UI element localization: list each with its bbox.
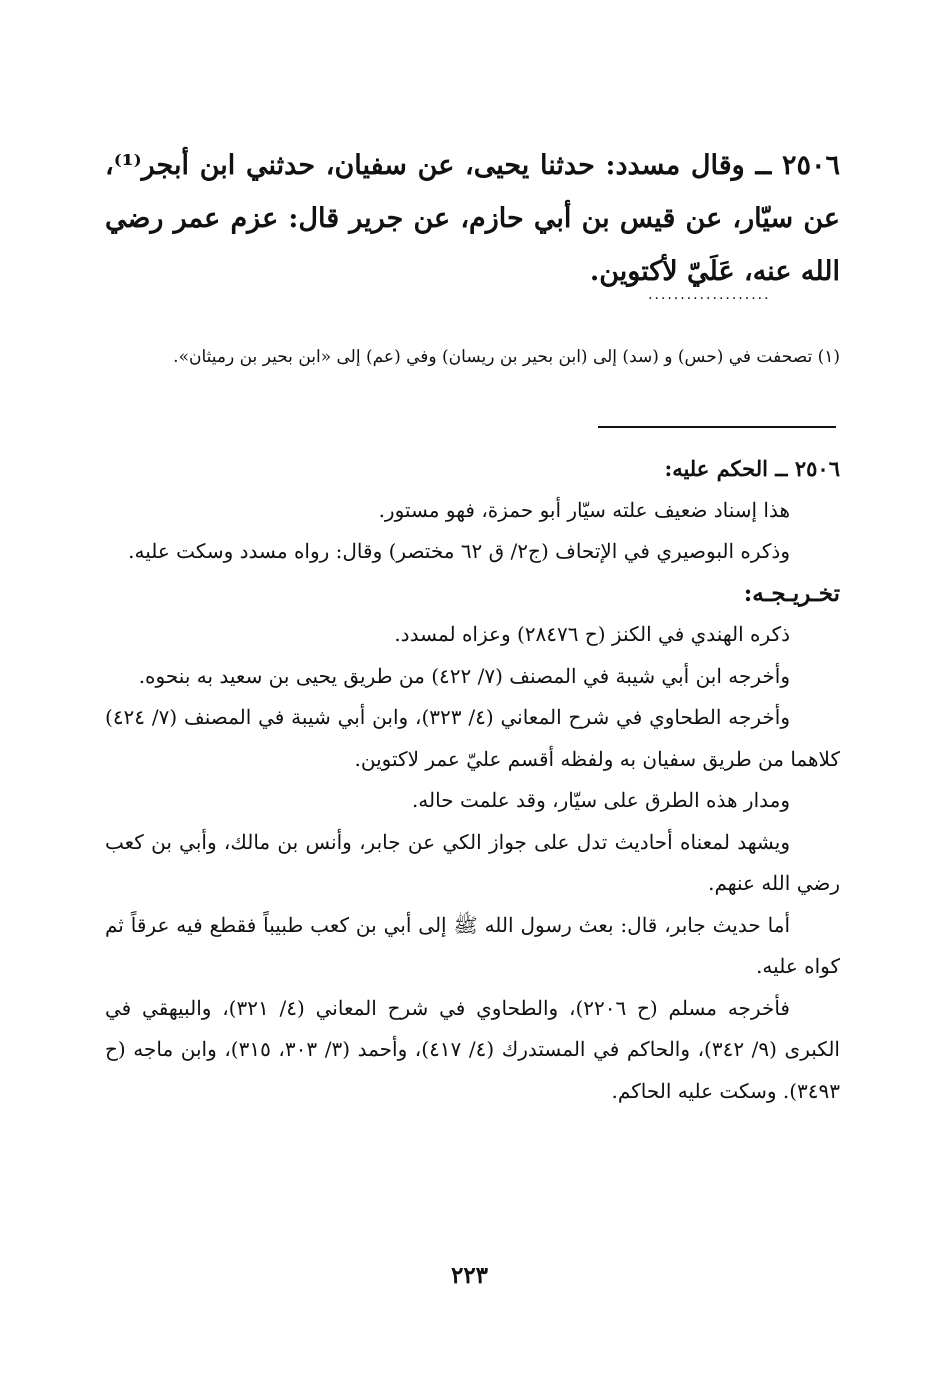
footnote-text: (١) تصحفت في (حس) و (سد) إلى (ابن بحير بن ريسان) وفي (عم) إلى «ابن بحير بن رميثان». bbox=[173, 347, 840, 367]
takhrij-paragraph-1: ذكره الهندي في الكنز (ح ٢٨٤٧٦) وعزاه لمسدد. bbox=[394, 622, 790, 646]
takhrij-paragraph-5: ويشهد لمعناه أحاديث تدل على جواز الكي عن جابر، وأنس بن مالك، وأبي بن كعب رضي الله عنهم. bbox=[105, 829, 840, 895]
takhrij-paragraph-3: وأخرجه الطحاوي في شرح المعاني (٤/ ٣٢٣)، وابن أبي شيبة في المصنف (٧/ ٤٢٤) كلاهما من طريق سفيان به ولفظه أقسم عليّ عمر لاكتوين. bbox=[105, 705, 840, 771]
takhrij-paragraph-6: أما حديث جابر، قال: بعث رسول الله ﷺ إلى أبي بن كعب طبيباً فقطع فيه عرقاً ثم كواه عليه. bbox=[105, 912, 840, 978]
takhrij-paragraph-4: ومدار هذه الطرق على سيّار، وقد علمت حاله. bbox=[411, 788, 790, 812]
takhrij-heading: تخـريـجـه: bbox=[743, 579, 840, 607]
commentary-section bbox=[105, 448, 840, 1112]
section-divider bbox=[598, 426, 836, 428]
takhrij-paragraph-2: وأخرجه ابن أبي شيبة في المصنف (٧/ ٤٢٢) من طريق يحيى بن سعيد به بنحوه. bbox=[138, 663, 790, 688]
takhrij-paragraph-7: فأخرجه مسلم (ح ٢٢٠٦)، والطحاوي في شرح المعاني (٤/ ٣٢١)، والبيهقي في الكبرى (٩/ ٣٤٢)، والحاكم في المستدرك (٤/ ٤١٧)، وأحمد (٣/ ٣٠٣، ٣١٥)، وابن ماجه (ح ٣٤٩٣). وسكت عليه الحاكم. bbox=[105, 995, 840, 1103]
ruling-paragraph-2: وذكره البوصيري في الإتحاف (ج٢/ ق ٦٢ مختصر) وقال: رواه مسدد وسكت عليه. bbox=[128, 539, 790, 563]
footnote-separator: ................... bbox=[648, 287, 771, 303]
ruling-heading: ٢٥٠٦ ــ الحكم عليه: bbox=[664, 456, 840, 481]
page-number: ٢٢٣ bbox=[450, 1262, 489, 1289]
hadith-text: ٢٥٠٦ ــ وقال مسدد: حدثنا يحيى، عن سفيان، حدثني ابن أبجر⁽¹⁾، عن سيّار، عن قيس بن أبي حازم، عن جرير قال: عزم عمر رضي الله عنه، عَلَيّ لأكتوين. bbox=[105, 150, 840, 287]
ruling-paragraph-1: هذا إسناد ضعيف علته سيّار أبو حمزة، فهو مستور. bbox=[378, 497, 790, 522]
